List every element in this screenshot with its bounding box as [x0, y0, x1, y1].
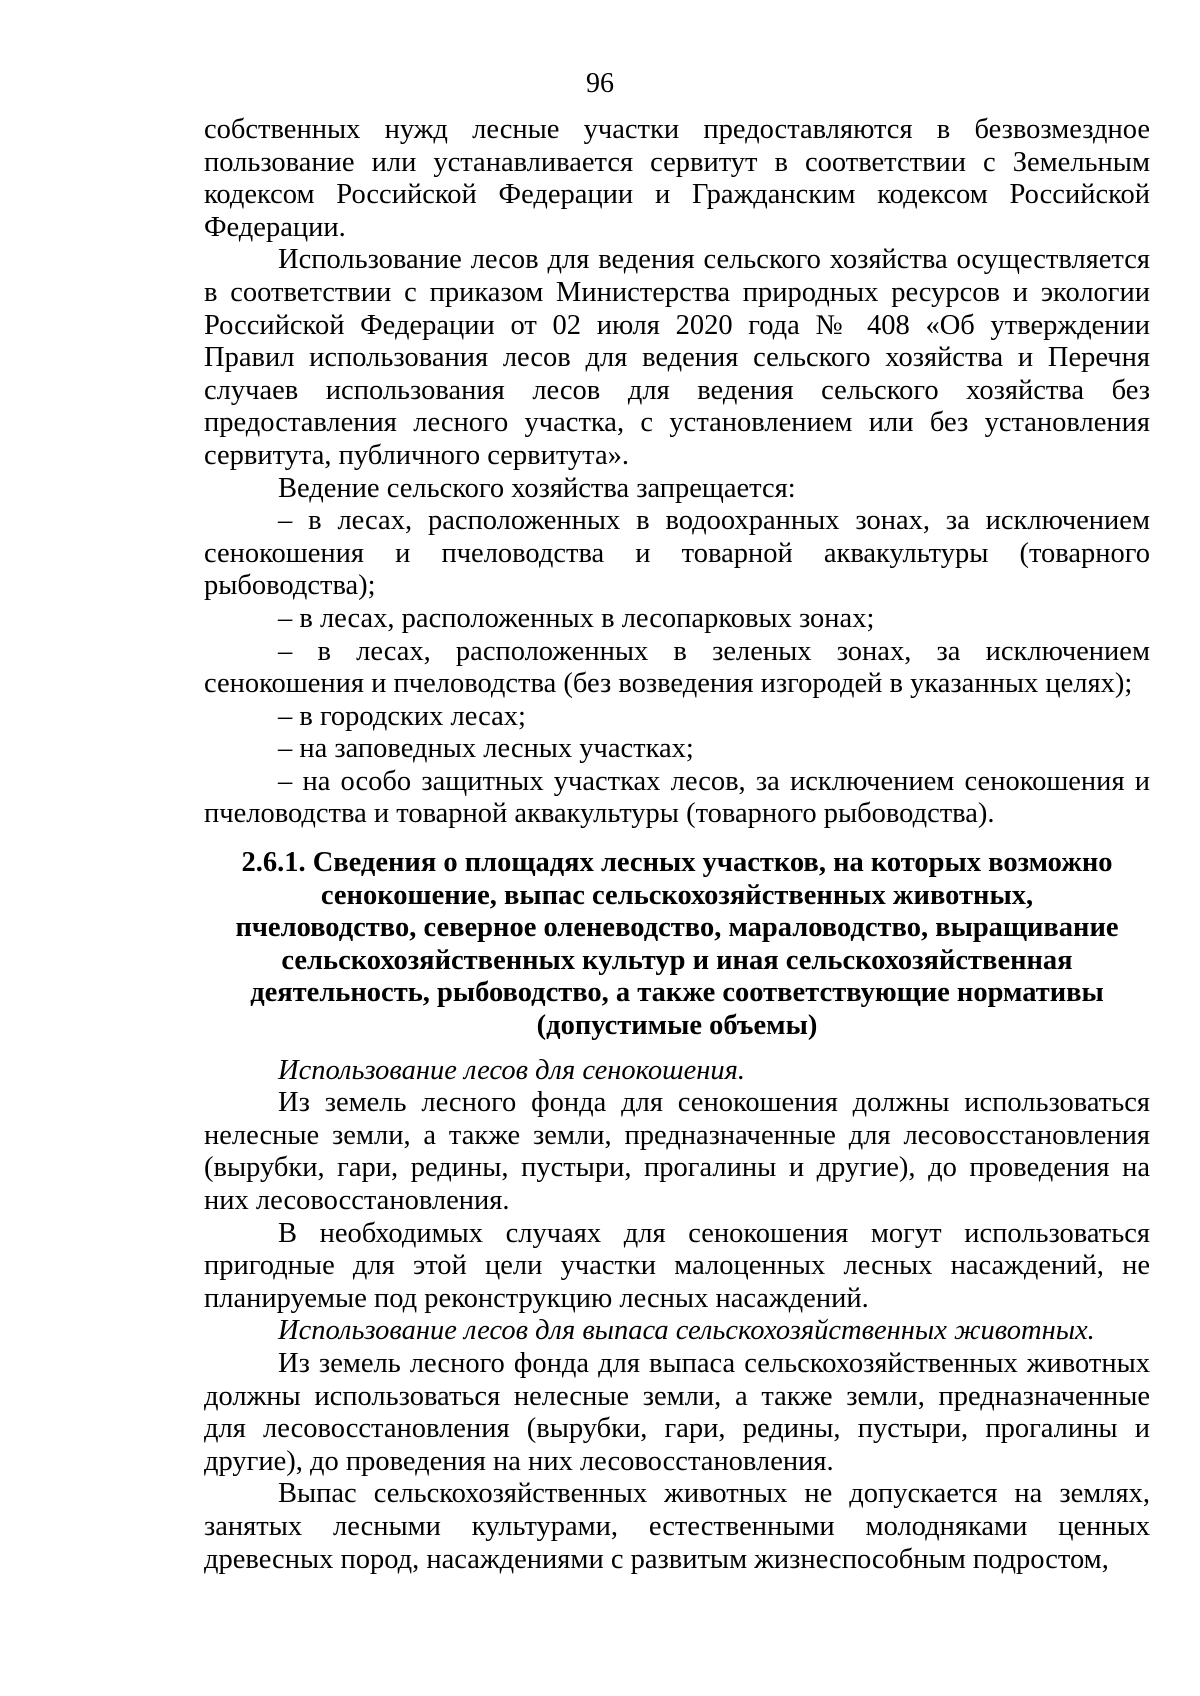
list-item-green-zones: – в лесах, расположенных в зеленых зонах, за исключением сенокошения и пчеловодства (без возведения изгородей в указанных целях); — [204, 635, 1150, 700]
list-item-water-protection-zones: – в лесах, расположенных в водоохранных зонах, за исключением сенокошения и пчеловодства и товарной аквакультуры (товарного рыбоводства); — [204, 505, 1150, 602]
list-item-urban-forests: – в городских лесах; — [278, 700, 526, 732]
paragraph-grazing-lands: Из земель лесного фонда для выпаса сельскохозяйственных животных должны использоваться нелесные земли, а также земли, предназначенные для лесовосстановления (вырубки, гари, редины, пустыри, прогалины и другие), до проведения на них лесовосстановления. — [204, 1347, 1150, 1477]
subheading-grazing: Использование лесов для выпаса сельскохозяйственных животных. — [278, 1315, 1095, 1347]
list-item-protective-plots: – на особо защитных участках лесов, за исключением сенокошения и пчеловодства и товарной аквакультуры (товарного рыбоводства). — [204, 765, 1150, 830]
document-body — [204, 114, 1150, 1576]
page-number: 96 — [586, 68, 614, 99]
paragraph-haymaking-cases: В необходимых случаях для сенокошения могут использоваться пригодные для этой цели участки малоценных лесных насаждений, не планируемые под реконструкцию лесных насаждений. — [204, 1217, 1150, 1314]
list-item-forest-park-zones: – в лесах, расположенных в лесопарковых зонах; — [278, 602, 875, 634]
paragraph-continuation: собственных нужд лесные участки предоставляются в безвозмездное пользование или устанавливается сервитут в соответствии с Земельным кодексом Российской Федерации и Гражданским кодексом Российской Федерации. — [204, 114, 1150, 243]
paragraph-haymaking-lands: Из земель лесного фонда для сенокошения должны использоваться нелесные земли, а также земли, предназначенные для лесовосстановления (вырубки, гари, редины, пустыри, прогалины и другие), до проведения на них лесовосстановления. — [204, 1087, 1150, 1216]
subheading-haymaking: Использование лесов для сенокошения. — [278, 1054, 746, 1086]
list-item-reserved-plots: – на заповедных лесных участках; — [278, 733, 694, 765]
paragraph-grazing-restrictions: Выпас сельскохозяйственных животных не допускается на землях, занятых лесными культурами, естественными молодняками ценных древесных пород, насаждениями с развитым жизнеспособным подростом, — [204, 1478, 1150, 1575]
section-heading: 2.6.1. Сведения о площадях лесных участков, на которых возможно сенокошение, выпас сельскохозяйственных животных, пчеловодство, северное оленеводство, мараловодство, выращивание сельскохозяйственных культур и иная сельскохозяйственная деятельность, рыбоводство, а также соответствующие нормативы (допустимые объемы) — [235, 847, 1119, 1042]
paragraph-agriculture-order: Использование лесов для ведения сельского хозяйства осуществляется в соответствии с приказом Министерства природных ресурсов и экологии Российской Федерации от 02 июля 2020 года № 408 «Об утверждении Правил использования лесов для ведения сельского хозяйства и Перечня случаев использования лесов для ведения сельского хозяйства без предоставления лесного участка, с установлением или без установления сервитута, публичного сервитута». — [204, 244, 1150, 471]
paragraph-prohibition-intro: Ведение сельского хозяйства запрещается: — [278, 472, 796, 504]
